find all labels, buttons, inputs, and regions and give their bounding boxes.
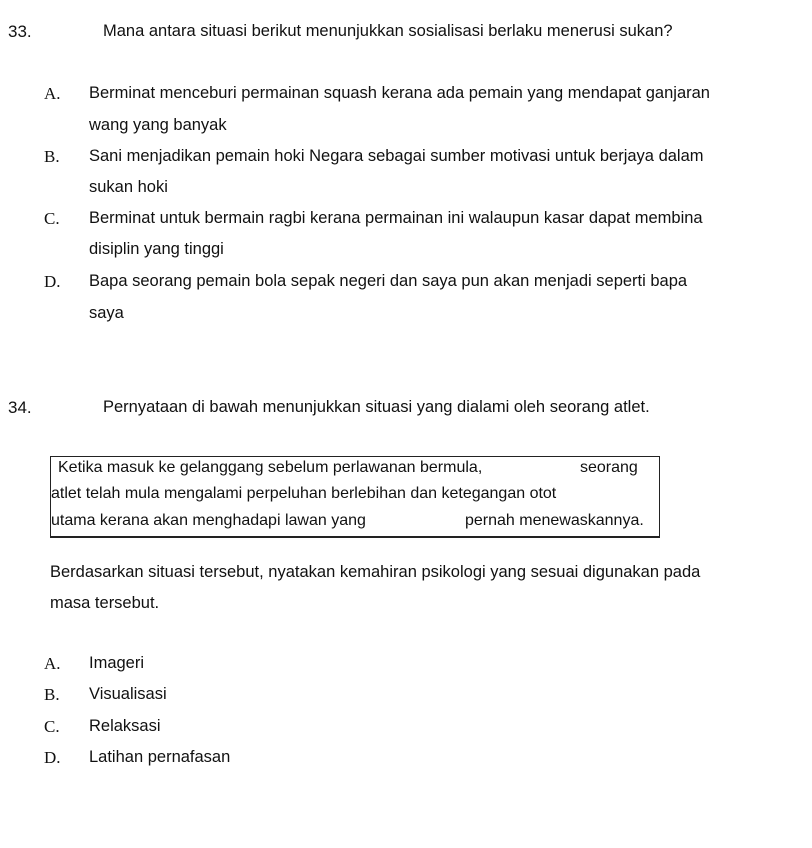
option-text-cont: disiplin yang tinggi xyxy=(89,240,224,258)
option-text: Visualisasi xyxy=(89,685,167,703)
stimulus-line-3b: pernah menewaskannya. xyxy=(465,512,644,529)
option-text: Latihan pernafasan xyxy=(89,748,231,766)
option-text-cont: wang yang banyak xyxy=(89,116,227,134)
question-number: 33. xyxy=(8,22,32,41)
option-text: Berminat menceburi permainan squash kerana ada pemain yang mendapat ganjaran xyxy=(89,84,710,102)
option-text-cont: sukan hoki xyxy=(89,178,168,196)
stimulus-line-2: atlet telah mula mengalami perpeluhan berlebihan dan ketegangan otot xyxy=(51,485,557,502)
option-letter: D. xyxy=(44,748,61,767)
option-text-cont: saya xyxy=(89,304,124,322)
stimulus-line-3a: utama kerana akan menghadapi lawan yang xyxy=(51,512,366,529)
option-text: Bapa seorang pemain bola sepak negeri dan saya pun akan menjadi seperti bapa xyxy=(89,272,688,290)
option-letter: C. xyxy=(44,717,60,736)
option-text: Relaksasi xyxy=(89,717,161,735)
stimulus-box xyxy=(50,456,660,538)
stimulus-line-1b: seorang xyxy=(580,459,638,476)
question-text: Pernyataan di bawah menunjukkan situasi yang dialami oleh seorang atlet. xyxy=(103,398,650,416)
option-letter: D. xyxy=(44,272,61,291)
prompt-text: Berdasarkan situasi tersebut, nyatakan kemahiran psikologi yang sesuai digunakan pada xyxy=(50,563,701,581)
option-letter: B. xyxy=(44,147,60,166)
option-letter: A. xyxy=(44,84,61,103)
question-number: 34. xyxy=(8,398,32,417)
option-text: Berminat untuk bermain ragbi kerana permainan ini walaupun kasar dapat membina xyxy=(89,209,703,227)
option-letter: C. xyxy=(44,209,60,228)
option-text: Imageri xyxy=(89,654,145,672)
prompt-text-cont: masa tersebut. xyxy=(50,594,160,612)
option-text: Sani menjadikan pemain hoki Negara sebagai sumber motivasi untuk berjaya dalam xyxy=(89,147,704,165)
option-letter: B. xyxy=(44,685,60,704)
question-text: Mana antara situasi berikut menunjukkan sosialisasi berlaku menerusi sukan? xyxy=(103,22,673,40)
stimulus-line-1a: Ketika masuk ke gelanggang sebelum perlawanan bermula, xyxy=(58,459,483,476)
option-letter: A. xyxy=(44,654,61,673)
